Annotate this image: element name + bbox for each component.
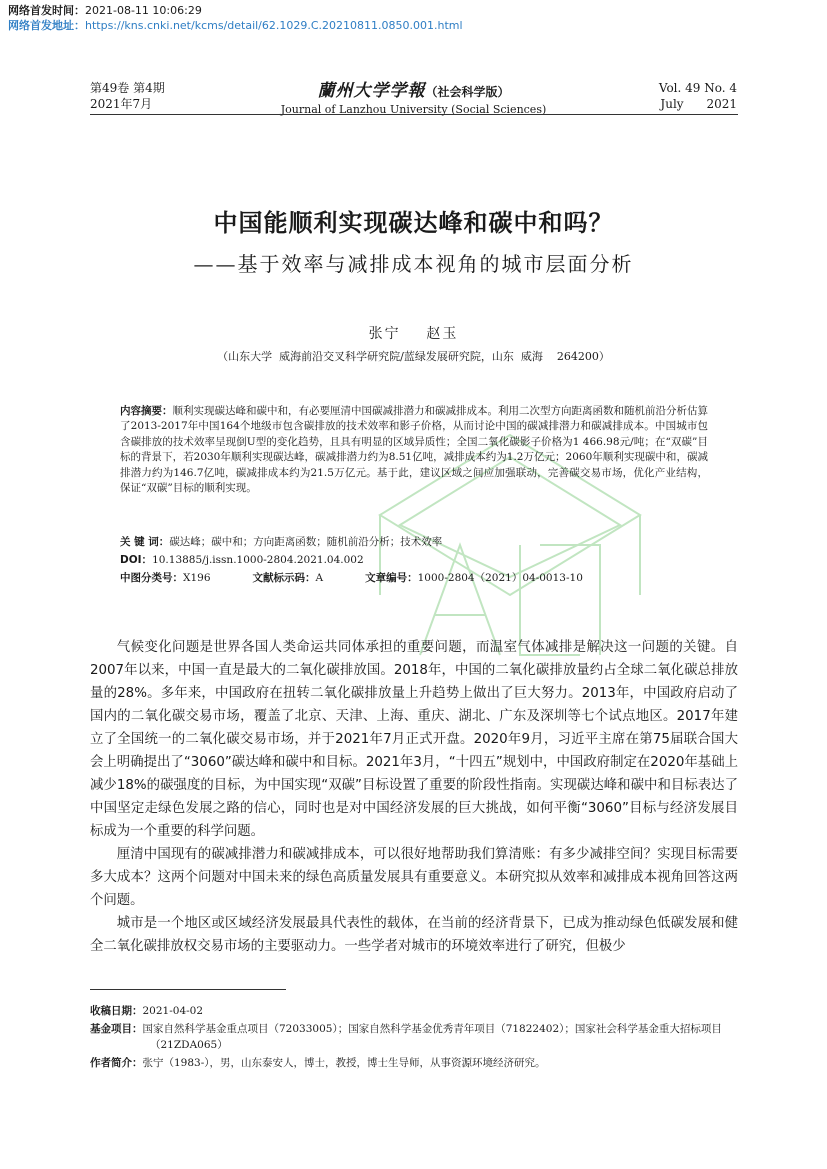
abstract-label: 内容摘要： [120,405,173,417]
article-no-value: 1000-2804（2021）04-0013-10 [417,572,583,584]
footnote-rule [90,989,286,990]
footnotes [90,1003,738,1073]
volume-cn: 第49卷 第4期 [90,81,165,95]
journal-sub: （社会科学版） [425,85,510,99]
keywords-label: 关 键 词： [120,536,170,548]
doi-label: DOI： [120,554,153,566]
author-value: 张宁（1983-），男，山东泰安人，博士，教授，博士生导师，从事资源环境经济研究。 [142,1057,546,1069]
keywords-text: 碳达峰；碳中和；方向距离函数；随机前沿分析；技术效率 [169,536,443,548]
body-paragraph-2: 厘清中国现有的碳减排潜力和碳减排成本，可以很好地帮助我们算清账：有多少减排空间？实现目标需要多大成本？这两个问题对中国未来的绿色高质量发展具有重要意义。本研究拟从效率和减排成本视角回答这两个问题。 [90,847,738,908]
publish-time-value: 2021-08-11 10:06:29 [85,4,202,17]
publish-url-link[interactable]: https://kns.cnki.net/kcms/detail/62.1029.C.20210811.0850.001.html [85,19,463,32]
footnote-received [90,1003,738,1019]
journal-en: Journal of Lanzhou University (Social Sciences) [280,103,547,116]
article-no-label: 文章编号： [365,572,418,584]
article-affiliation: （山东大学 威海前沿交叉科学研究院/蓝绿发展研究院，山东 威海 264200） [217,350,610,363]
footnote-fund [90,1021,738,1053]
date-en: July 2021 [660,97,737,111]
article-subtitle: ——基于效率与减排成本视角的城市层面分析 [193,252,634,276]
publish-url-label: 网络首发地址： [8,19,85,32]
journal-logo: 蘭州大学学報 [317,81,426,101]
keywords [120,535,708,550]
doc-code-label: 文献标示码： [252,572,316,584]
article-title: 中国能顺利实现碳达峰和碳中和吗？ [213,208,614,237]
doi-value: 10.13885/j.issn.1000-2804.2021.04.002 [152,554,364,566]
fund-value: 国家自然科学基金重点项目（72033005）；国家自然科学基金优秀青年项目（71822402）；国家社会科学基金重大招标项目（21ZDA065） [142,1023,722,1051]
clc-label: 中图分类号： [120,572,183,584]
fund-label: 基金项目： [90,1023,143,1035]
doi [120,553,708,568]
header-rule [90,114,738,115]
abstract-text: 顺利实现碳达峰和碳中和，有必要厘清中国碳减排潜力和碳减排成本。利用二次型方向距离函数和随机前沿分析估算了2013-2017年中国164个地级市包含碳排放的技术效率和影子价格，从而讨论中国的碳减排潜力和碳减排成本。中国城市包含碳排放的技术效率呈现倒U型的变化趋势，且具有明显的区域异质性；全国二氧化碳影子价格为1 466.98元/吨；在“双碳”目标的背景下，若2030年顺利实现碳达峰，碳减排潜力约为8.51亿吨，减排成本约为1.2万亿元；2060年顺利实现碳中和，碳减排潜力约为146.7亿吨，碳减排成本约为21.5万亿元。基于此，建议区域之间应加强联动，完善碳交易市场，优化产业结构，保证“双碳”目标的顺利实现。 [120,405,708,495]
date-cn: 2021年7月 [90,97,153,111]
author-label: 作者简介： [90,1057,143,1069]
abstract [120,404,708,496]
clc-value: X196 [183,572,211,584]
received-label: 收稿日期： [90,1005,143,1017]
online-publish-info [8,3,463,33]
body-paragraph-1: 气候变化问题是世界各国人类命运共同体承担的重要问题，而温室气体减排是解决这一问题的关键。自2007年以来，中国一直是最大的二氧化碳排放国。2018年，中国的二氧化碳排放量约占全球二氧化碳总排放量的28%。多年来，中国政府在扭转二氧化碳排放量上升趋势上做出了巨大努力。2013年，中国政府启动了国内的二氧化碳交易市场，覆盖了北京、天津、上海、重庆、湖北、广东及深圳等七个试点地区。2017年建立了全国统一的二氧化碳交易市场，并于2021年7月正式开盘。2020年9月，习近平主席在第75届联合国大会上明确提出了“3060”碳达峰和碳中和目标。2021年3月，“十四五”规划中，中国政府制定在2020年基础上减少18%的碳强度的目标，为中国实现“双碳”目标设置了重要的阶段性指南。实现碳达峰和碳中和目标表达了中国坚定走绿色发展之路的信心，同时也是对中国经济发展的巨大挑战，如何平衡“3060”目标与经济发展目标成为一个重要的科学问题。 [90,640,738,839]
publish-time-label: 网络首发时间： [8,4,85,17]
received-value: 2021-04-02 [142,1005,204,1017]
body-text [90,636,738,958]
doc-code-value: A [315,572,324,584]
volume-en: Vol. 49 No. 4 [658,81,737,95]
header-right [659,80,737,112]
article-authors: 张宁 赵玉 [368,326,459,342]
body-paragraph-3: 城市是一个地区或区域经济发展最具代表性的载体，在当前的经济背景下，已成为推动绿色低碳发展和健全二氧化碳排放权交易市场的主要驱动力。一些学者对城市的环境效率进行了研究，但极少 [90,916,738,954]
classification [120,571,708,586]
footnote-author [90,1055,738,1071]
